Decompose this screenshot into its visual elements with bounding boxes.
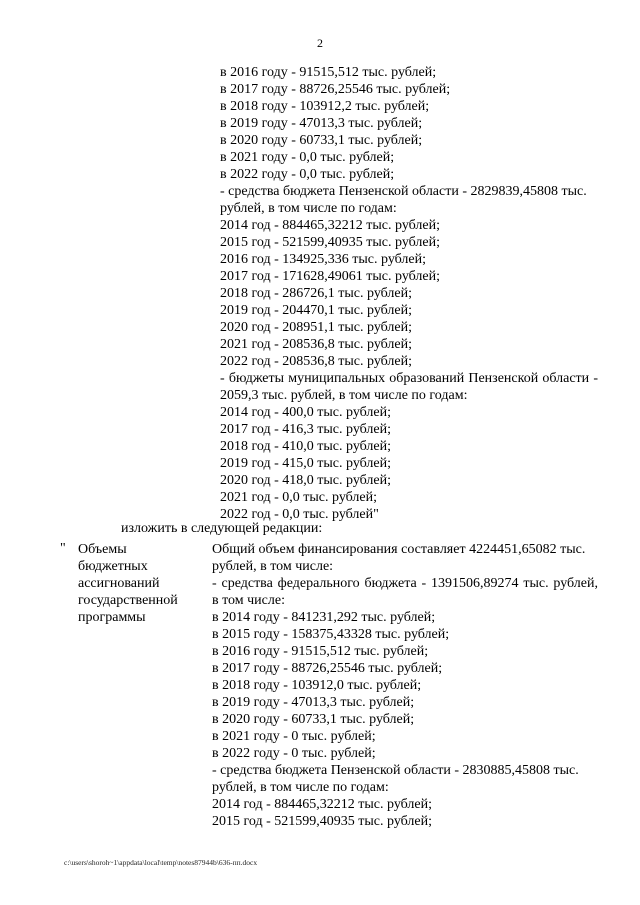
text-line: 2017 год - 171628,49061 тыс. рублей; (220, 269, 441, 284)
text-line: в 2020 году - 60733,1 тыс. рублей; (220, 133, 423, 148)
amendment-intro: изложить в следующей редакции: (121, 521, 323, 536)
regional-budget-paragraph: - средства бюджета Пензенской области - 2829839,45808 тыс. рублей, в том числе по годам: (220, 184, 587, 216)
text-line: в 2022 году - 0 тыс. рублей; (212, 746, 376, 761)
text-line: 2019 год - 415,0 тыс. рублей; (220, 456, 392, 471)
label-line: ассигнований (78, 576, 160, 591)
text-line: 2018 год - 286726,1 тыс. рублей; (220, 286, 413, 301)
text-line: 2021 год - 208536,8 тыс. рублей; (220, 337, 413, 352)
opening-quote: " (60, 541, 66, 556)
text-line: в 2018 году - 103912,2 тыс. рублей; (220, 99, 430, 114)
text-line: в 2017 году - 88726,25546 тыс. рублей; (212, 661, 443, 676)
table-label-cell (78, 541, 203, 626)
text-line: в 2020 году - 60733,1 тыс. рублей; (212, 712, 415, 727)
text-line: 2014 год - 884465,32212 тыс. рублей; (220, 218, 441, 233)
text-line: 2022 год - 0,0 тыс. рублей" (220, 507, 379, 522)
text-line: 2017 год - 416,3 тыс. рублей; (220, 422, 392, 437)
text-line: в 2021 году - 0 тыс. рублей; (212, 729, 376, 744)
text-line: в 2016 году - 91515,512 тыс. рублей; (212, 644, 429, 659)
text-line: 2021 год - 0,0 тыс. рублей; (220, 490, 378, 505)
text-line: 2020 год - 208951,1 тыс. рублей; (220, 320, 413, 335)
text-line: 2020 год - 418,0 тыс. рублей; (220, 473, 392, 488)
text-line: в 2018 году - 103912,0 тыс. рублей; (212, 678, 422, 693)
label-line: программы (78, 610, 146, 625)
text-line: в 2014 году - 841231,292 тыс. рублей; (212, 610, 436, 625)
text-line: 2015 год - 521599,40935 тыс. рублей; (212, 814, 433, 829)
funding-block-previous (220, 64, 598, 523)
label-line: бюджетных (78, 559, 148, 574)
regional-budget-paragraph: - средства бюджета Пензенской области - 2830885,45808 тыс. рублей, в том числе по годам: (212, 763, 579, 795)
text-line: в 2019 году - 47013,3 тыс. рублей; (212, 695, 415, 710)
text-line: в 2016 году - 91515,512 тыс. рублей; (220, 65, 437, 80)
label-line: государственной (78, 593, 178, 608)
text-line: в 2017 году - 88726,25546 тыс. рублей; (220, 82, 451, 97)
page-number: 2 (317, 36, 323, 50)
text-line: 2014 год - 884465,32212 тыс. рублей; (212, 797, 433, 812)
text-line: в 2015 году - 158375,43328 тыс. рублей; (212, 627, 450, 642)
federal-budget-paragraph: - средства федерального бюджета - 1391506,89274 тыс. рублей, в том числе: (212, 576, 598, 608)
text-line: 2019 год - 204470,1 тыс. рублей; (220, 303, 413, 318)
label-line: Объемы (78, 542, 127, 557)
municipal-budget-paragraph: - бюджеты муниципальных образований Пензенской области - 2059,3 тыс. рублей, в том числе по годам: (220, 371, 598, 403)
text-line: 2014 год - 400,0 тыс. рублей; (220, 405, 392, 420)
text-line: 2018 год - 410,0 тыс. рублей; (220, 439, 392, 454)
text-line: 2016 год - 134925,336 тыс. рублей; (220, 252, 427, 267)
funding-block-new (212, 541, 598, 830)
file-path-footer: c:\users\shoroh~1\appdata\local\temp\notes87944b\636-пп.docx (64, 858, 258, 867)
text-line: в 2021 году - 0,0 тыс. рублей; (220, 150, 395, 165)
text-line: в 2022 году - 0,0 тыс. рублей; (220, 167, 395, 182)
text-line: в 2019 году - 47013,3 тыс. рублей; (220, 116, 423, 131)
text-line: 2015 год - 521599,40935 тыс. рублей; (220, 235, 441, 250)
text-line: 2022 год - 208536,8 тыс. рублей; (220, 354, 413, 369)
total-funding-paragraph: Общий объем финансирования составляет 4224451,65082 тыс. рублей, в том числе: (212, 542, 586, 574)
